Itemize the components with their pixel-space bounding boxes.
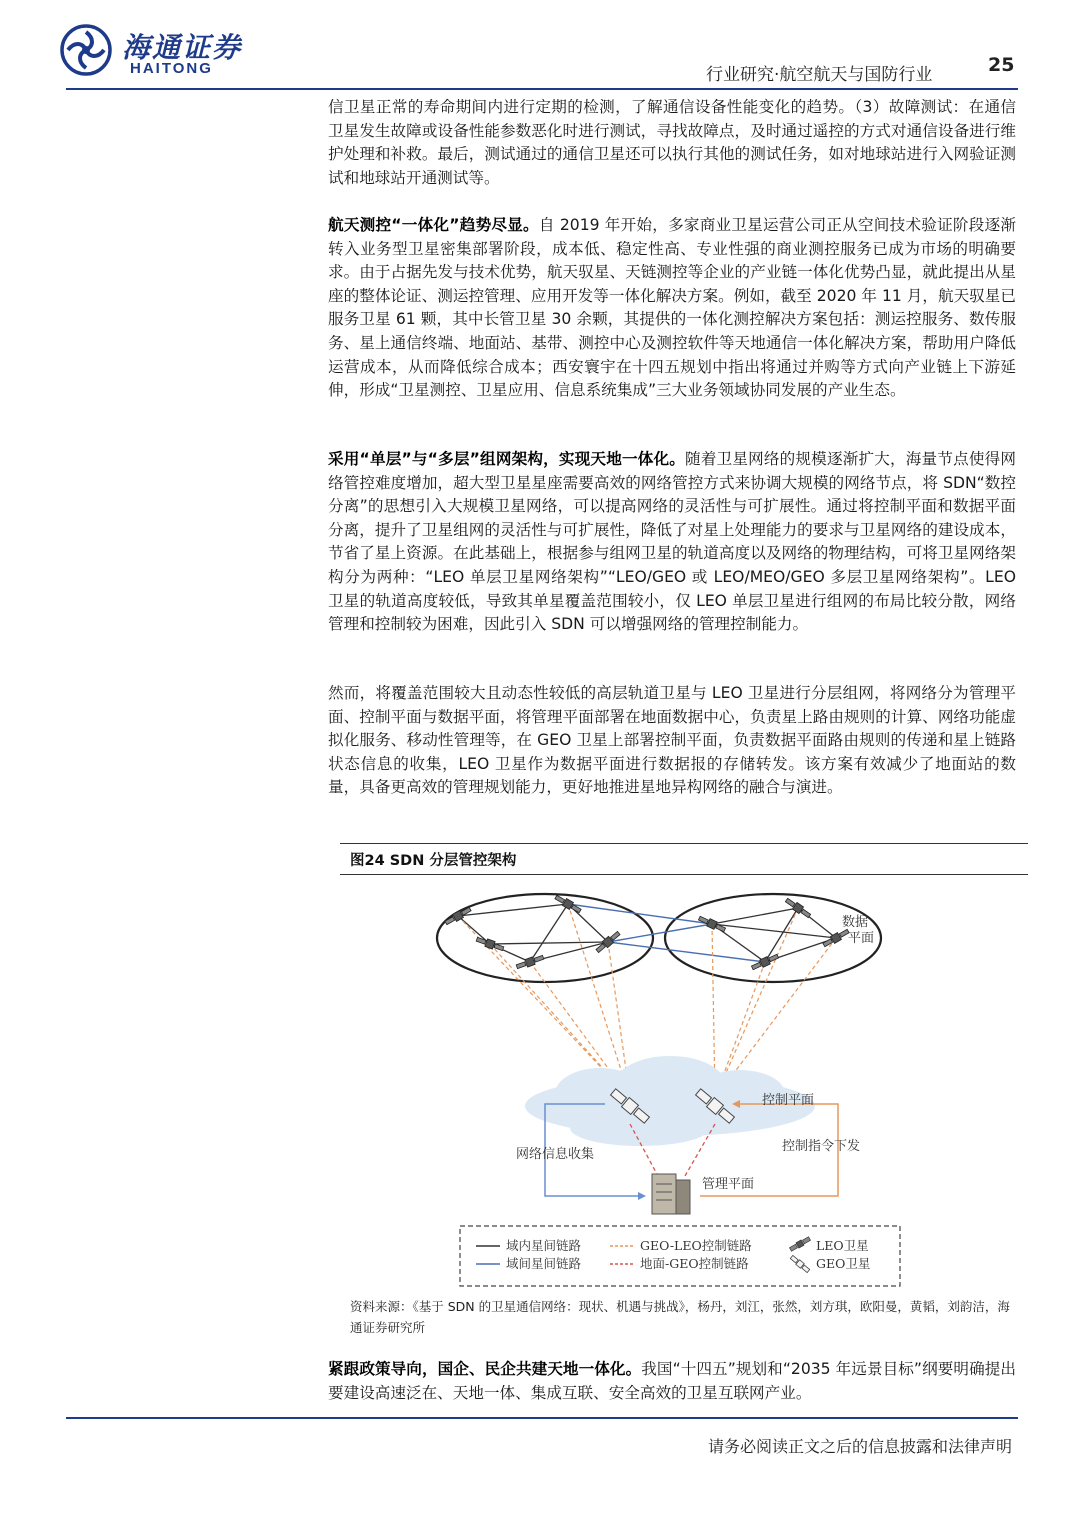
haitong-logo-icon (60, 24, 112, 76)
logo-english-text: HAITONG (130, 60, 213, 77)
paragraph-3 (328, 448, 1016, 637)
footer-disclaimer: 请务必阅读正文之后的信息披露和法律声明 (708, 1437, 1013, 1456)
paragraph-text: 随着卫星网络的规模逐渐扩大，海量节点使得网络管控难度增加，超大型卫星星座需要高效的网络管控方式来协调大规模的网络节点，将 SDN“数控分离”的思想引入大规模卫星网络，可以提高网络的灵活性与可扩展性。通过将控制平面和数据平面分离，提升了卫星组网的灵活性与可扩展性，降低了对星上处理能力的要求与卫星网络的建设成本，节省了星上资源。在此基础上，根据参与组网卫星的轨道高度以及网络的物理结构，可将卫星网络架构分为两种：“LEO 单层卫星网络架构”“LEO/GEO 或 LEO/MEO/GEO 多层卫星网络架构”。LEO 卫星的轨道高度较低，导致其单星覆盖范围较小，仅 LEO 单层卫星进行组网的布局比较分散，网络管理和控制较为困难，因此引入 SDN 可以增强网络的管理控制能力。 (328, 450, 1016, 634)
ground-server-icon (652, 1174, 690, 1214)
section-title: 行业研究·航空航天与国防行业 (706, 65, 933, 85)
label-mgmt-plane: 管理平面 (702, 1177, 755, 1192)
legend-geo-leo-link: GEO-LEO控制链路 (640, 1238, 752, 1253)
paragraph-text: 我国“十四五”规划和“2035 年远景目标”纲要明确提出要建设高速泛在、天地一体、集成互联、安全高效的卫星互联网产业。 (328, 1360, 1016, 1402)
legend-intra-link: 域内星间链路 (506, 1238, 582, 1253)
paragraph-2 (328, 214, 1016, 403)
label-net-info-collect: 网络信息收集 (516, 1147, 595, 1162)
paragraph-5 (328, 1358, 1016, 1405)
label-data-plane: 数据平面 (842, 915, 875, 946)
legend-geo-sat: GEO卫星 (816, 1256, 871, 1271)
sdn-architecture-diagram (340, 876, 1028, 1290)
page-number: 25 (988, 54, 1015, 76)
header-divider (66, 88, 1018, 90)
footer-divider (66, 1417, 1018, 1419)
figure-title-bar (340, 843, 1028, 875)
legend-ground-geo-link: 地面-GEO控制链路 (640, 1256, 749, 1271)
paragraph-text: 信卫星正常的寿命期间内进行定期的检测，了解通信设备性能变化的趋势。（3）故障测试：在通信卫星发生故障或设备性能参数恶化时进行测试，寻找故障点，及时通过遥控的方式对通信设备进行维护处理和补救。最后，测试通过的通信卫星还可以执行其他的测试任务，如对地球站进行入网验证测试和地球站开通测试等。 (328, 98, 1016, 187)
company-logo (60, 22, 260, 80)
paragraph-text: 自 2019 年开始，多家商业卫星运营公司正从空间技术验证阶段逐渐转入业务型卫星密集部署阶段，成本低、稳定性高、专业性强的商业测控服务已成为市场的明确要求。由于占据先发与技术优势，航天驭星、天链测控等企业的产业链一体化优势凸显，就此提出从星座的整体论证、测运控管理、应用开发等一体化解决方案。例如，截至 2020 年 11 月，航天驭星已服务卫星 61 颗，其中长管卫星 30 余颗，其提供的一体化测控解决方案包括：测运控服务、数传服务、星上通信终端、地面站、基带、测控中心及测控软件等天地通信一体化解决方案，帮助用户降低运营成本，从而降低综合成本；西安寰宇在十四五规划中指出将通过并购等方式向产业链上下游延伸，形成“卫星测控、卫星应用、信息系统集成”三大业务领域协同发展的产业生态。 (328, 216, 1016, 400)
paragraph-lead: 紧跟政策导向，国企、民企共建天地一体化。 (328, 1360, 642, 1378)
label-control-plane: 控制平面 (762, 1093, 815, 1108)
paragraph-lead: 采用“单层”与“多层”组网架构，实现天地一体化。 (328, 450, 686, 468)
logo-chinese-text: 海通证券 (122, 31, 243, 64)
label-data-plane-text: 数据 (842, 915, 869, 930)
paragraph-1 (328, 96, 1016, 190)
legend-inter-link: 域间星间链路 (506, 1256, 582, 1271)
label-control-cmd: 控制指令下发 (782, 1139, 861, 1154)
paragraph-lead: 航天测控“一体化”趋势尽显。 (328, 216, 539, 234)
diagram-legend (460, 1226, 900, 1286)
legend-leo-sat: LEO卫星 (816, 1238, 869, 1253)
figure-source: 资料来源：《基于 SDN 的卫星通信网络：现状、机遇与挑战》，杨丹，刘江，张然，刘方琪，欧阳曼，黄韬，刘韵洁，海通证券研究所 (350, 1299, 1010, 1335)
paragraph-4 (328, 682, 1016, 800)
paragraph-text: 然而，将覆盖范围较大且动态性较低的高层轨道卫星与 LEO 卫星进行分层组网，将网络分为管理平面、控制平面与数据平面，将管理平面部署在地面数据中心，负责星上路由规则的计算、网络功能虚拟化服务、移动性管理等，在 GEO 卫星上部署控制平面，负责数据平面路由规则的传递和星上链路状态信息的收集，LEO 卫星作为数据平面进行数据报的存储转发。该方案有效减少了地面站的数量，具备更高效的管理规划能力，更好地推进星地异构网络的融合与演进。 (328, 684, 1016, 797)
figure-title: 图24 SDN 分层管控架构 (350, 853, 517, 869)
